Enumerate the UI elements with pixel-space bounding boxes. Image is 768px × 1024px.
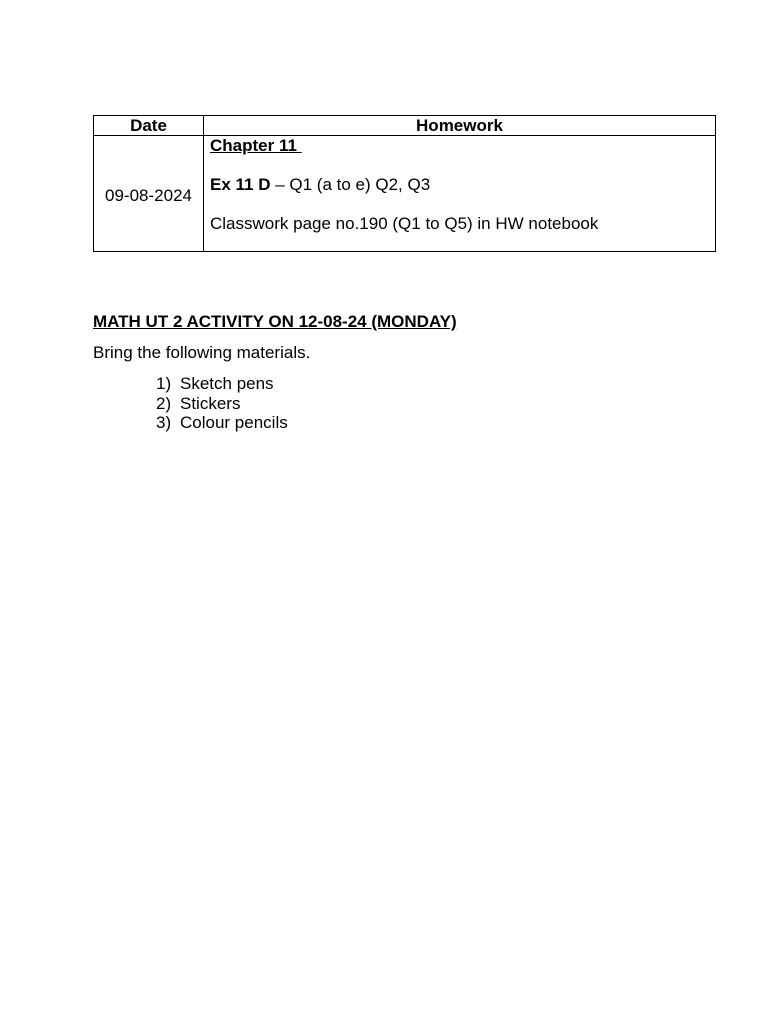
homework-table [93,115,716,252]
date-column-header: Date [94,116,204,136]
list-item-text: Sketch pens [180,374,274,393]
list-item [156,374,288,394]
materials-list [156,374,288,433]
date-cell: 09-08-2024 [94,136,204,252]
activity-intro: Bring the following materials. [93,343,311,362]
list-item-text: Colour pencils [180,413,288,432]
list-item-text: Stickers [180,393,241,413]
list-item-number: 2) [156,393,172,413]
table-header-row [94,116,716,136]
chapter-heading: Chapter 11 [210,136,302,155]
exercise-label: Ex 11 D [210,175,271,194]
list-item [156,394,288,414]
exercise-line [210,175,709,194]
list-item-number: 1) [156,374,172,393]
classwork-line: Classwork page no.190 (Q1 to Q5) in HW notebook [210,214,599,233]
table-row [94,136,716,252]
activity-title: MATH UT 2 ACTIVITY ON 12-08-24 (MONDAY) [93,312,457,331]
homework-column-header: Homework [204,116,716,136]
list-item-number: 3) [156,413,172,432]
homework-cell [204,136,716,252]
list-item [156,413,288,433]
exercise-text: – Q1 (a to e) Q2, Q3 [270,175,431,194]
